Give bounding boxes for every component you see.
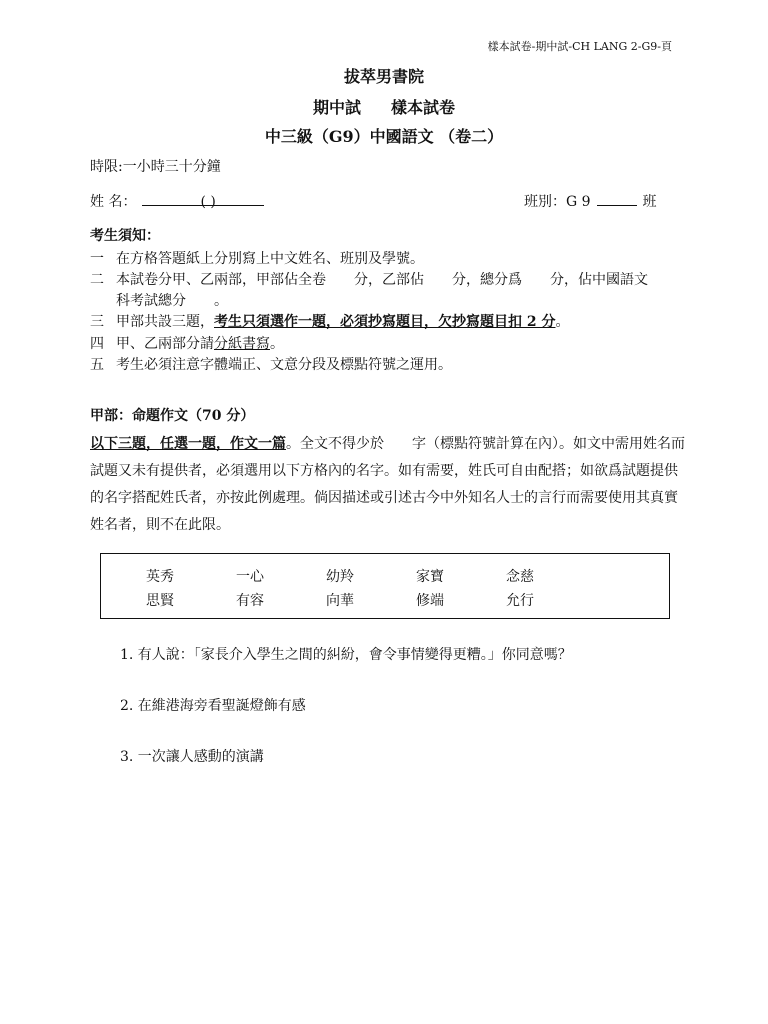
names-row: [146, 588, 596, 612]
name-cell: 一心: [236, 569, 264, 585]
instruction-emphasis: 考生只須選作一題，必須抄寫題目，欠抄寫題目扣 2 分: [214, 314, 556, 330]
name-label: 姓 名：: [90, 194, 137, 210]
question-2: 2. 在維港海旁看聖誕燈飾有感: [120, 698, 306, 714]
intro-emphasis: 以下三題，任選一題，作文一篇: [90, 436, 286, 452]
instruction-text: 甲、乙兩部分請: [116, 336, 214, 352]
instruction-text: 在方格答題紙上分別寫上中文姓名、班別及學號。: [116, 251, 424, 267]
name-cell: 念慈: [506, 569, 534, 585]
instruction-num: 一: [90, 251, 104, 267]
question-3: 3. 一次讓人感動的演講: [120, 749, 264, 765]
instruction-1: [90, 248, 424, 268]
names-row: [146, 564, 596, 588]
student-number-paren: ( ): [200, 194, 216, 210]
name-cell: 家寶: [416, 569, 444, 585]
name-cell: 有容: [236, 593, 264, 609]
instruction-tail: 。: [270, 336, 284, 352]
time-limit: 時限:一小時三十分鐘: [90, 159, 221, 175]
instruction-5: [90, 354, 452, 374]
instruction-text: 本試卷分甲、乙兩部，甲部佔全卷 分，乙部佔 分，總分爲 分，佔中國語文: [116, 272, 648, 288]
names-table: [146, 564, 596, 612]
section-a-heading: 甲部：命題作文（70 分）: [90, 408, 255, 424]
intro-text: 。全文不得少於 字（標點符號計算在內）。如文中需用姓名而試題又未有提供者，必須選用以下方格內的名字。如有需要，姓氏可自由配搭；如欲爲試題提供的名字搭配姓氏者，亦按此例處理。倘因描述或引述古今中外知名人士的言行而需要使用其真實姓名者，則不在此限。: [90, 436, 685, 533]
instructions-heading: 考生須知：: [90, 228, 160, 244]
page-header: 樣本試卷-期中試-CH LANG 2-G9-頁: [487, 40, 672, 53]
paper-title: 中三級（G9）中國語文 （卷二）: [264, 127, 504, 146]
instruction-num: 四: [90, 336, 104, 352]
instruction-tail: 。: [555, 314, 570, 330]
instruction-emphasis: 分紙書寫: [214, 336, 270, 352]
class-blank[interactable]: [597, 193, 637, 206]
question-1: 1. 有人說：「家長介入學生之間的糾紛，會令事情變得更糟。」你同意嗎？: [120, 647, 572, 663]
instruction-2-cont: 科考試總分 。: [116, 293, 228, 309]
names-box: [100, 553, 670, 619]
instruction-text: 甲部共設三題，: [116, 314, 214, 330]
class-row: [524, 191, 657, 211]
instruction-4: [90, 333, 284, 353]
instruction-3: [90, 311, 570, 331]
class-label: 班別：G 9: [524, 194, 591, 210]
instruction-text: 考生必須注意字體端正、文意分段及標點符號之運用。: [116, 357, 452, 373]
name-cell: 向華: [326, 593, 354, 609]
name-cell: 英秀: [146, 569, 174, 585]
class-suffix: 班: [642, 194, 657, 210]
instruction-num: 三: [90, 314, 104, 330]
name-cell: 幼羚: [326, 569, 354, 585]
instruction-num: 五: [90, 357, 104, 373]
name-cell: 思賢: [146, 593, 174, 609]
instruction-2: [90, 269, 648, 289]
name-cell: 允行: [506, 593, 534, 609]
exam-title-a: 期中試: [312, 98, 361, 117]
exam-title-b: 樣本試卷: [391, 98, 456, 117]
section-a-intro: [90, 431, 690, 539]
exam-title: [0, 95, 768, 118]
name-cell: 修端: [416, 593, 444, 609]
instruction-num: 二: [90, 272, 104, 288]
name-row: [90, 191, 216, 211]
school-title: 拔萃男書院: [343, 67, 424, 86]
